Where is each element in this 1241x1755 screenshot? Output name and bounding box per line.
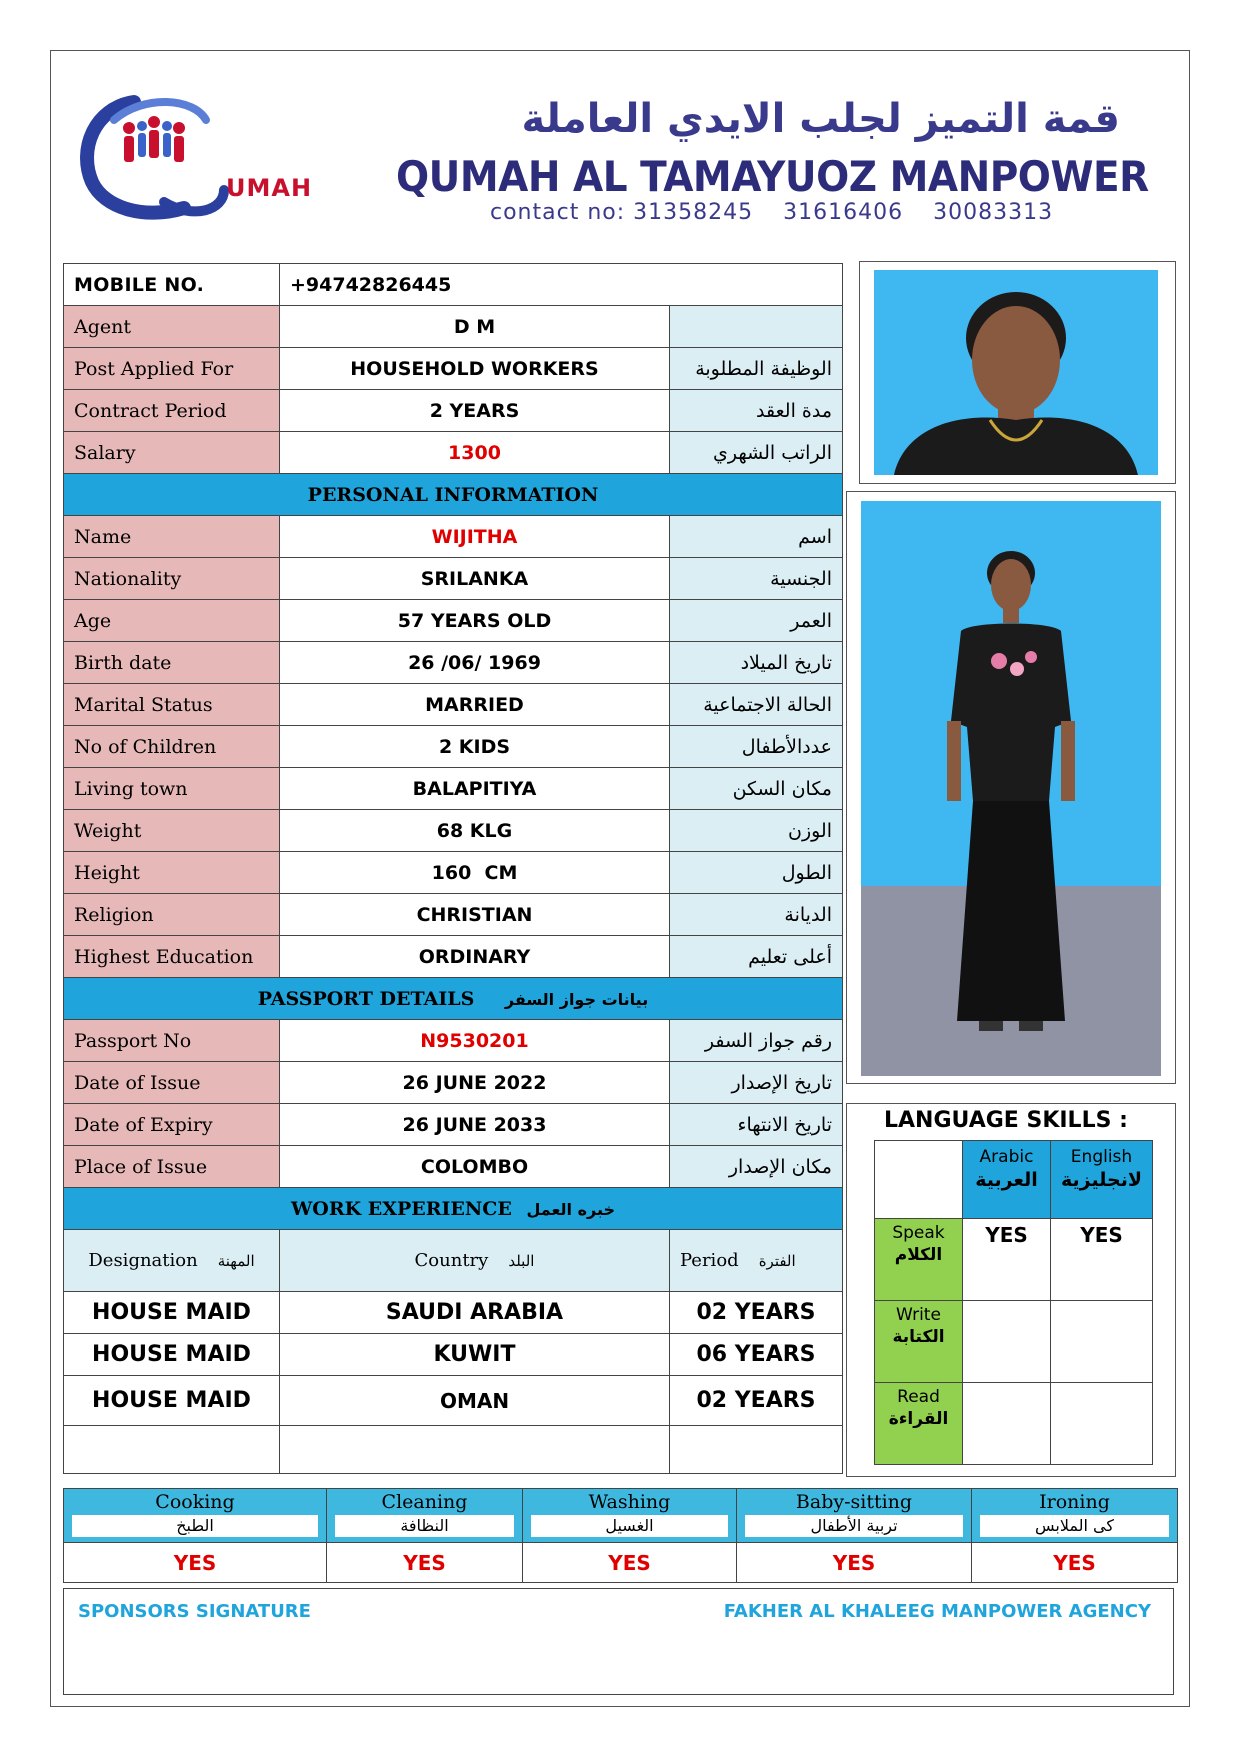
country-header-label: Country <box>414 1250 489 1271</box>
table-row <box>64 558 843 600</box>
post-applied-label-arabic: الوظيفة المطلوبة <box>670 348 843 390</box>
period-header <box>670 1230 843 1292</box>
age-label: Age <box>64 600 280 642</box>
education-value: ORDINARY <box>280 936 670 978</box>
table-row <box>64 1292 843 1334</box>
marital-status-label: Marital Status <box>64 684 280 726</box>
english-column-header <box>1051 1141 1153 1219</box>
washing-label-arabic: الغسيل <box>531 1515 728 1537</box>
write-row-header <box>875 1301 963 1383</box>
nationality-value: SRILANKA <box>280 558 670 600</box>
portrait-photo-frame <box>859 261 1176 484</box>
work-designation: HOUSE MAID <box>64 1334 280 1376</box>
children-value: 2 KIDS <box>280 726 670 768</box>
write-label-arabic: الكتابة <box>892 1327 945 1347</box>
logo-text: UMAH <box>226 174 313 202</box>
baby-sitting-header <box>737 1489 972 1543</box>
children-label-arabic: عددالأطفال <box>670 726 843 768</box>
write-arabic-value <box>963 1301 1051 1383</box>
table-row <box>875 1301 1153 1383</box>
speak-row-header <box>875 1219 963 1301</box>
table-row <box>64 1062 843 1104</box>
salary-value: 1300 <box>280 432 670 474</box>
table-row <box>64 1146 843 1188</box>
empty-cell <box>280 1426 670 1474</box>
cleaning-value: YES <box>327 1543 523 1583</box>
work-period: 02 YEARS <box>670 1292 843 1334</box>
name-value: WIJITHA <box>280 516 670 558</box>
passport-no-label: Passport No <box>64 1020 280 1062</box>
expiry-date-value: 26 JUNE 2033 <box>280 1104 670 1146</box>
table-row <box>64 894 843 936</box>
passport-details-title-arabic: بيانات جواز السفر <box>504 989 649 1009</box>
empty-cell <box>875 1141 963 1219</box>
work-experience-title-arabic: خبره العمل <box>526 1199 616 1219</box>
age-label-arabic: العمر <box>670 600 843 642</box>
write-english-value <box>1051 1301 1153 1383</box>
contract-period-label-arabic: مدة العقد <box>670 390 843 432</box>
weight-value: 68 KLG <box>280 810 670 852</box>
height-value: 160 CM <box>280 852 670 894</box>
section-header-row <box>64 474 843 516</box>
work-period: 06 YEARS <box>670 1334 843 1376</box>
designation-header-label: Designation <box>88 1250 198 1271</box>
country-header-arabic: البلد <box>508 1252 535 1270</box>
designation-header-arabic: المهنة <box>217 1252 255 1270</box>
company-logo <box>74 90 326 222</box>
passport-no-value: N9530201 <box>280 1020 670 1062</box>
post-applied-value: HOUSEHOLD WORKERS <box>280 348 670 390</box>
table-row <box>64 348 843 390</box>
table-row <box>64 600 843 642</box>
read-label-arabic: القراءة <box>888 1409 949 1429</box>
contract-period-value: 2 YEARS <box>280 390 670 432</box>
baby-sitting-label-arabic: تربية الأطفال <box>745 1515 963 1537</box>
signature-box <box>63 1588 1174 1695</box>
agent-label-arabic <box>670 306 843 348</box>
birth-date-label-arabic: تاريخ الميلاد <box>670 642 843 684</box>
company-name-english: QUMAH AL TAMAYUOZ MANPOWER <box>396 153 1149 202</box>
table-row <box>64 684 843 726</box>
read-english-value <box>1051 1383 1153 1465</box>
post-applied-label: Post Applied For <box>64 348 280 390</box>
place-of-issue-label: Place of Issue <box>64 1146 280 1188</box>
living-town-value: BALAPITIYA <box>280 768 670 810</box>
speak-arabic-value: YES <box>963 1219 1051 1301</box>
table-row <box>64 1334 843 1376</box>
work-experience-column-headers <box>64 1230 843 1292</box>
place-of-issue-label-arabic: مكان الإصدار <box>670 1146 843 1188</box>
period-header-arabic: الفترة <box>758 1252 796 1270</box>
birth-date-value: 26 /06/ 1969 <box>280 642 670 684</box>
work-designation: HOUSE MAID <box>64 1376 280 1426</box>
table-row <box>64 1376 843 1426</box>
period-header-label: Period <box>680 1250 739 1271</box>
education-label: Highest Education <box>64 936 280 978</box>
work-period: 02 YEARS <box>670 1376 843 1426</box>
name-label: Name <box>64 516 280 558</box>
portrait-photo <box>874 270 1158 475</box>
section-header-row <box>64 1188 843 1230</box>
marital-status-value: MARRIED <box>280 684 670 726</box>
children-label: No of Children <box>64 726 280 768</box>
arabic-column-label-arabic: العربية <box>975 1169 1038 1191</box>
contact-number: 31616406 <box>783 200 904 225</box>
cooking-header <box>64 1489 327 1543</box>
cooking-label-arabic: الطبخ <box>72 1515 318 1537</box>
salary-label: Salary <box>64 432 280 474</box>
name-label-arabic: اسم <box>670 516 843 558</box>
nationality-label: Nationality <box>64 558 280 600</box>
section-header-row <box>64 978 843 1020</box>
speak-label-arabic: الكلام <box>894 1245 943 1265</box>
speak-english-value: YES <box>1051 1219 1153 1301</box>
religion-value: CHRISTIAN <box>280 894 670 936</box>
religion-label-arabic: الديانة <box>670 894 843 936</box>
work-country: OMAN <box>280 1376 670 1426</box>
speak-label: Speak <box>892 1223 945 1243</box>
table-row <box>64 516 843 558</box>
logo-graphic-icon <box>74 90 326 222</box>
washing-label: Washing <box>588 1491 671 1513</box>
applicant-details-table <box>63 263 843 1474</box>
table-row <box>64 726 843 768</box>
company-name-arabic: قمة التميز لجلب الايدي العاملة <box>521 96 1120 142</box>
washing-header <box>523 1489 737 1543</box>
salary-label-arabic: الراتب الشهري <box>670 432 843 474</box>
ironing-label-arabic: كى الملابس <box>980 1515 1169 1537</box>
english-column-label: English <box>1070 1147 1133 1167</box>
expiry-date-label: Date of Expiry <box>64 1104 280 1146</box>
table-row <box>64 1020 843 1062</box>
issue-date-label-arabic: تاريخ الإصدار <box>670 1062 843 1104</box>
passport-details-header <box>64 978 843 1020</box>
living-town-label-arabic: مكان السكن <box>670 768 843 810</box>
passport-details-title: PASSPORT DETAILS <box>257 987 475 1010</box>
contract-period-label: Contract Period <box>64 390 280 432</box>
mobile-label: MOBILE NO. <box>64 264 280 306</box>
arabic-column-label: Arabic <box>979 1147 1034 1167</box>
person-full-body-icon <box>861 501 1161 1076</box>
weight-label: Weight <box>64 810 280 852</box>
table-row <box>875 1219 1153 1301</box>
place-of-issue-value: COLOMBO <box>280 1146 670 1188</box>
baby-sitting-label: Baby-sitting <box>795 1491 913 1513</box>
person-portrait-icon <box>874 270 1158 475</box>
height-label-arabic: الطول <box>670 852 843 894</box>
full-body-photo-frame <box>846 491 1176 1084</box>
skills-value-row <box>64 1543 1178 1583</box>
work-experience-title: WORK EXPERIENCE <box>290 1197 512 1220</box>
religion-label: Religion <box>64 894 280 936</box>
education-label-arabic: أعلى تعليم <box>670 936 843 978</box>
language-skills-title: LANGUAGE SKILLS : <box>884 1108 1128 1133</box>
english-column-label-arabic: لانجليزية <box>1061 1169 1142 1191</box>
cleaning-label: Cleaning <box>381 1491 468 1513</box>
empty-cell <box>670 1426 843 1474</box>
nationality-label-arabic: الجنسية <box>670 558 843 600</box>
cooking-value: YES <box>64 1543 327 1583</box>
work-experience-header <box>64 1188 843 1230</box>
table-row <box>64 432 843 474</box>
table-row <box>875 1383 1153 1465</box>
height-label: Height <box>64 852 280 894</box>
passport-no-label-arabic: رقم جواز السفر <box>670 1020 843 1062</box>
ironing-header <box>972 1489 1178 1543</box>
designation-header <box>64 1230 280 1292</box>
table-row <box>64 390 843 432</box>
contact-number: 31358245 <box>633 200 754 225</box>
agency-name: FAKHER AL KHALEEG MANPOWER AGENCY <box>723 1601 1151 1622</box>
contact-line <box>490 200 1130 232</box>
language-skills-table <box>874 1140 1153 1465</box>
table-row <box>64 936 843 978</box>
table-row <box>64 306 843 348</box>
read-label: Read <box>897 1387 940 1407</box>
empty-cell <box>64 1426 280 1474</box>
marital-status-label-arabic: الحالة الاجتماعية <box>670 684 843 726</box>
write-label: Write <box>896 1305 941 1325</box>
language-header-row <box>875 1141 1153 1219</box>
work-country: KUWIT <box>280 1334 670 1376</box>
mobile-row <box>64 264 843 306</box>
table-row <box>64 768 843 810</box>
table-row <box>64 810 843 852</box>
household-skills-table <box>63 1488 1178 1583</box>
agent-label: Agent <box>64 306 280 348</box>
read-row-header <box>875 1383 963 1465</box>
baby-sitting-value: YES <box>737 1543 972 1583</box>
full-body-photo <box>861 501 1161 1076</box>
weight-label-arabic: الوزن <box>670 810 843 852</box>
empty-row <box>64 1426 843 1474</box>
cleaning-header <box>327 1489 523 1543</box>
mobile-value: +94742826445 <box>280 264 843 306</box>
read-arabic-value <box>963 1383 1051 1465</box>
contact-label: contact no: <box>490 200 626 225</box>
age-value: 57 YEARS OLD <box>280 600 670 642</box>
agent-value: D M <box>280 306 670 348</box>
birth-date-label: Birth date <box>64 642 280 684</box>
ironing-value: YES <box>972 1543 1178 1583</box>
country-header <box>280 1230 670 1292</box>
personal-information-title: PERSONAL INFORMATION <box>64 474 843 516</box>
table-row <box>64 1104 843 1146</box>
cooking-label: Cooking <box>155 1491 235 1513</box>
cleaning-label-arabic: النظافة <box>335 1515 514 1537</box>
arabic-column-header <box>963 1141 1051 1219</box>
issue-date-value: 26 JUNE 2022 <box>280 1062 670 1104</box>
washing-value: YES <box>523 1543 737 1583</box>
issue-date-label: Date of Issue <box>64 1062 280 1104</box>
table-row <box>64 852 843 894</box>
living-town-label: Living town <box>64 768 280 810</box>
expiry-date-label-arabic: تاريخ الانتهاء <box>670 1104 843 1146</box>
work-designation: HOUSE MAID <box>64 1292 280 1334</box>
contact-number: 30083313 <box>933 200 1054 225</box>
work-country: SAUDI ARABIA <box>280 1292 670 1334</box>
skills-header-row <box>64 1489 1178 1543</box>
ironing-label: Ironing <box>1039 1491 1110 1513</box>
sponsors-signature-label: SPONSORS SIGNATURE <box>78 1601 311 1622</box>
table-row <box>64 642 843 684</box>
